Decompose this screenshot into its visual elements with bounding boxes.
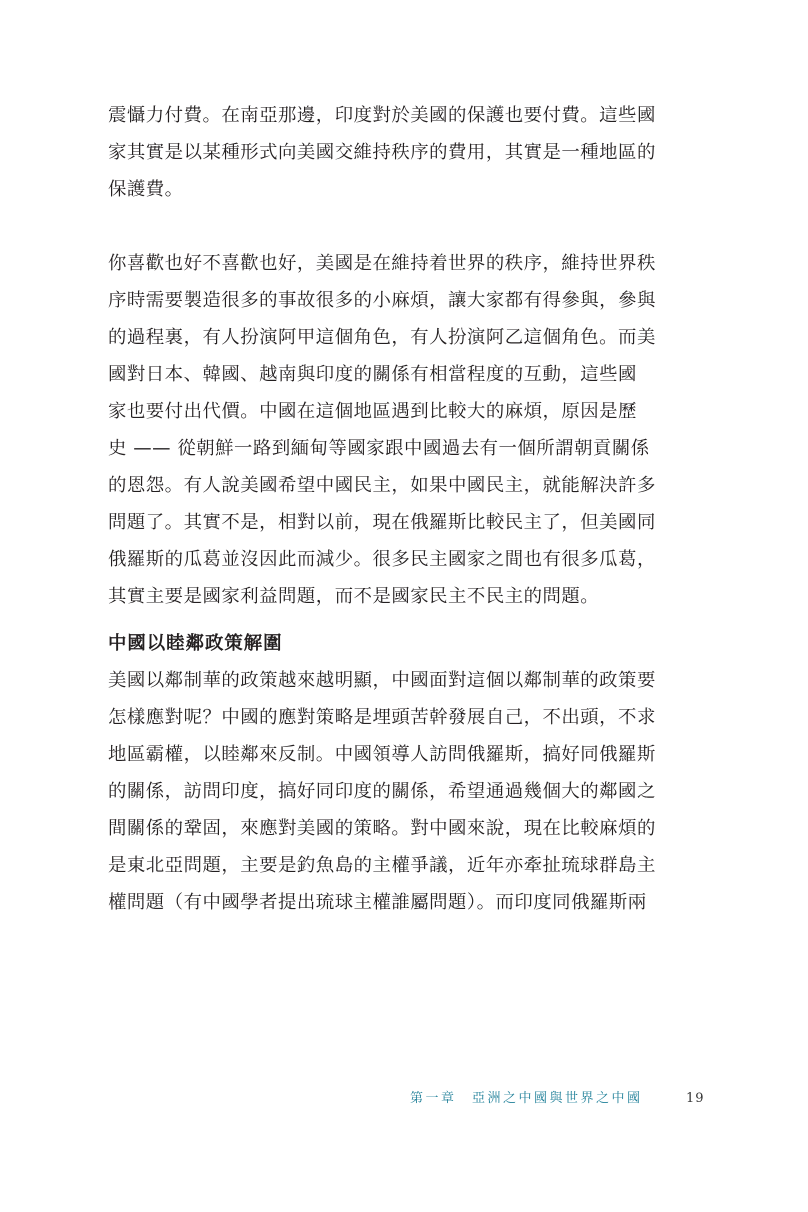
section <box>108 625 704 921</box>
text-line: 國對日本、韓國、越南與印度的關係有相當程度的互動，這些國 <box>108 364 637 385</box>
text-line: 俄羅斯的瓜葛並沒因此而減少。很多民主國家之間也有很多瓜葛， <box>108 549 656 570</box>
section-heading: 中國以睦鄰政策解圍 <box>108 633 283 654</box>
text-line: 地區霸權，以睦鄰來反制。中國領導人訪問俄羅斯，搞好同俄羅斯 <box>108 744 656 765</box>
page-body <box>108 97 704 921</box>
text-line: 家其實是以某種形式向美國交維持秩序的費用，其實是一種地區的 <box>108 142 656 163</box>
text-line: 其實主要是國家利益問題，而不是國家民主不民主的問題。 <box>108 586 600 607</box>
text-line: 序時需要製造很多的事故很多的小麻煩，讓大家都有得參與，參與 <box>108 290 656 311</box>
text-line: 你喜歡也好不喜歡也好，美國是在維持着世界的秩序，維持世界秩 <box>108 253 656 274</box>
text-line: 的恩怨。有人說美國希望中國民主，如果中國民主，就能解決許多 <box>108 475 656 496</box>
text-line: 是東北亞問題，主要是釣魚島的主權爭議，近年亦牽扯琉球群島主 <box>108 855 656 876</box>
text-line: 保護費。 <box>108 179 184 200</box>
paragraph-1 <box>108 97 704 208</box>
paragraph-gap <box>108 208 704 245</box>
page-number: 19 <box>686 1091 705 1106</box>
paragraph-2 <box>108 245 704 615</box>
text-line: 怎樣應對呢？中國的應對策略是埋頭苦幹發展自己，不出頭，不求 <box>108 707 656 728</box>
text-line: 史 —— 從朝鮮一路到緬甸等國家跟中國過去有一個所謂朝貢關係 <box>108 438 650 459</box>
text-line: 間關係的鞏固，來應對美國的策略。對中國來說，現在比較麻煩的 <box>108 818 656 839</box>
text-line: 權問題（有中國學者提出琉球主權誰屬問題）。而印度同俄羅斯兩 <box>108 892 647 913</box>
text-line: 家也要付出代價。中國在這個地區遇到比較大的麻煩，原因是歷 <box>108 401 637 422</box>
text-line: 的過程裏，有人扮演阿甲這個角色，有人扮演阿乙這個角色。而美 <box>108 327 656 348</box>
text-line: 問題了。其實不是，相對以前，現在俄羅斯比較民主了，但美國同 <box>108 512 656 533</box>
chapter-title: 第一章 亞洲之中國與世界之中國 <box>410 1091 643 1106</box>
text-line: 的關係，訪問印度，搞好同印度的關係，希望通過幾個大的鄰國之 <box>108 781 656 802</box>
text-line: 震懾力付費。在南亞那邊，印度對於美國的保護也要付費。這些國 <box>108 105 656 126</box>
text-line: 美國以鄰制華的政策越來越明顯，中國面對這個以鄰制華的政策要 <box>108 670 656 691</box>
page-footer <box>410 1088 710 1110</box>
